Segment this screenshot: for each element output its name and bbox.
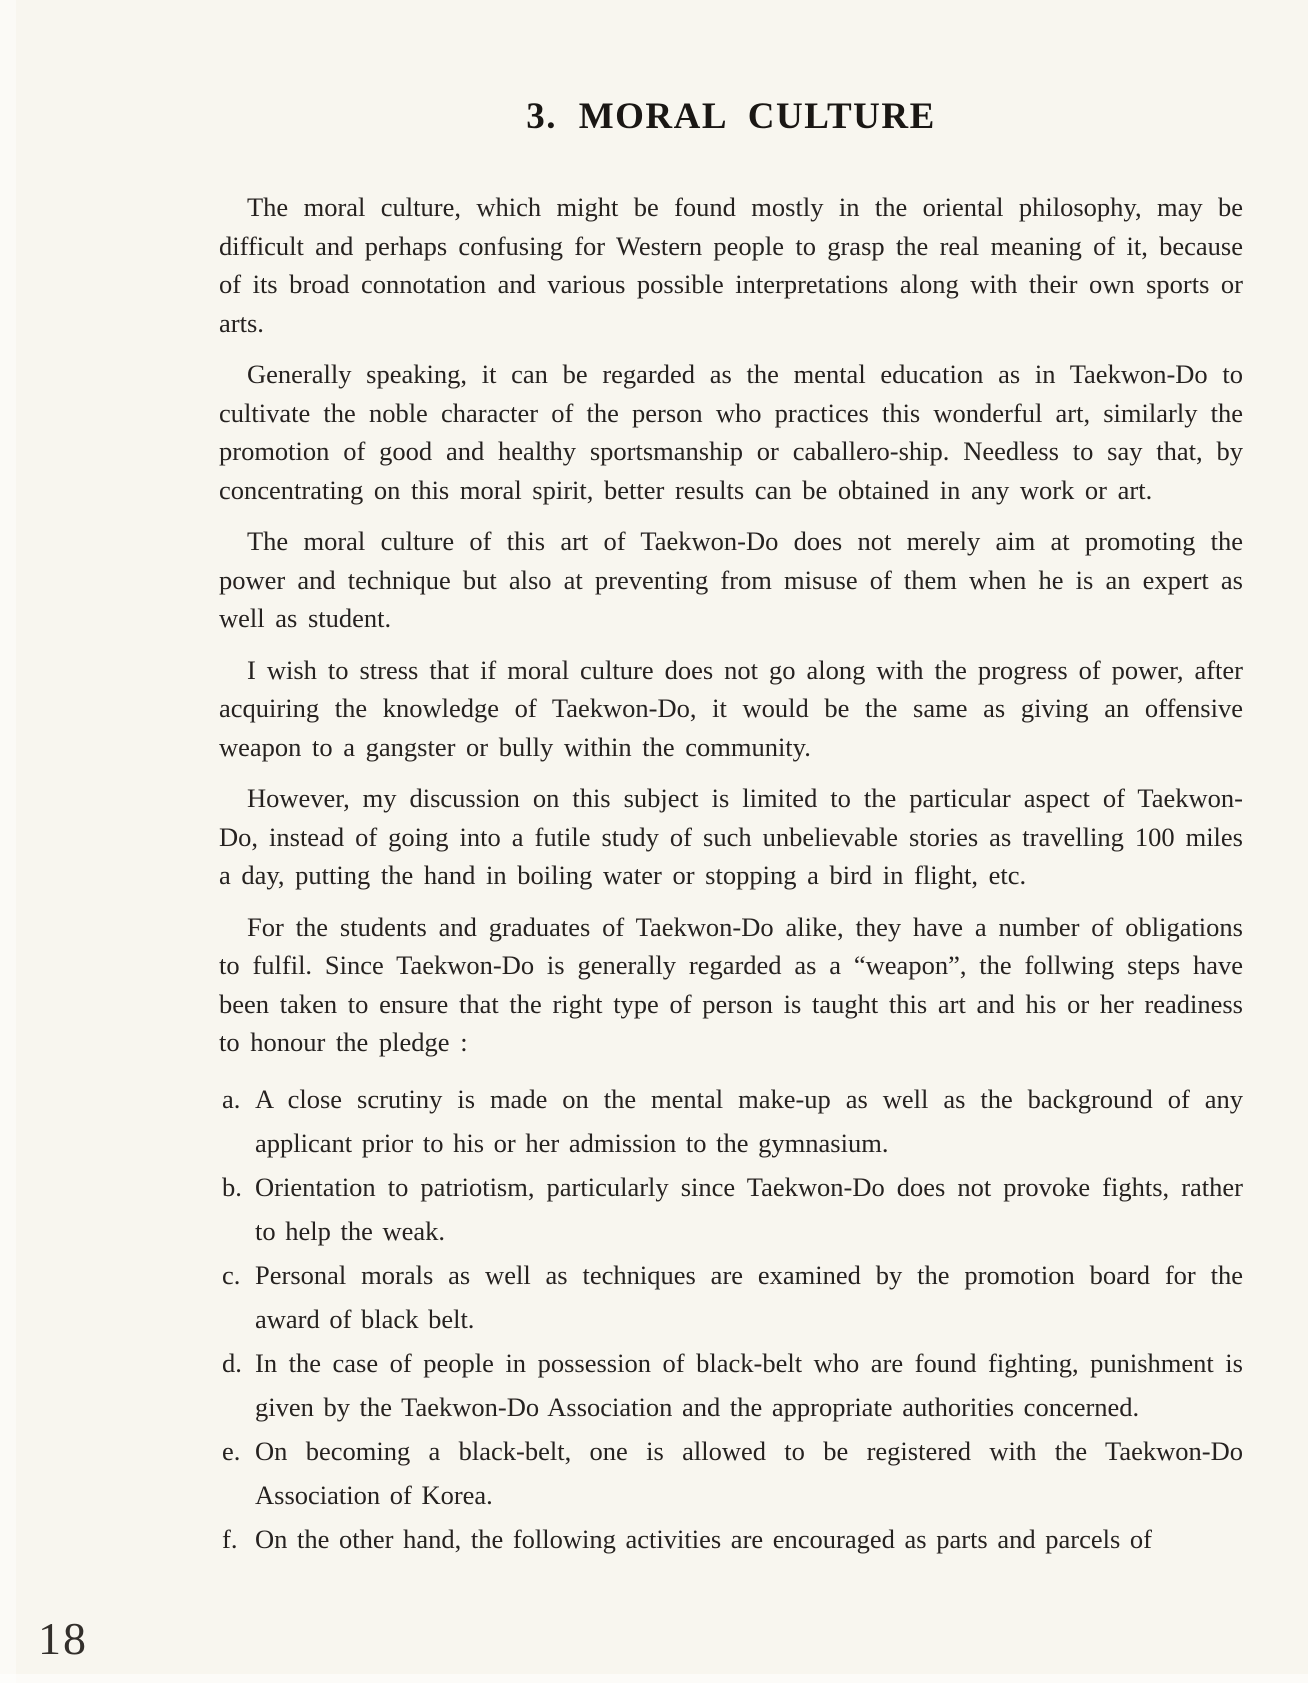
list-item-text: In the case of people in possession of black-belt who are found fighting, punishment is given by the Taekwon-Do Association and the appropriate authorities concerned.	[255, 1347, 1243, 1422]
list-item-b	[222, 1165, 1243, 1253]
obligations-list	[219, 1077, 1243, 1561]
list-item-e	[222, 1429, 1243, 1517]
list-marker: a.	[222, 1083, 241, 1114]
paragraph-moral-culture-intro: The moral culture, which might be found mostly in the oriental philosophy, may be difficult and perhaps confusing for Western people to grasp the real meaning of it, because of its broad connotation and various possible interpretations along with their own sports or arts.	[219, 192, 1243, 338]
paragraph-aim-of-moral-culture: The moral culture of this art of Taekwon-Do does not merely aim at promoting the power and technique but also at preventing from misuse of them when he is an expert as well as student.	[219, 526, 1243, 633]
list-item-text: On the other hand, the following activities are encouraged as parts and parcels of	[255, 1523, 1152, 1554]
list-marker: b.	[222, 1171, 242, 1202]
list-marker: c.	[222, 1259, 241, 1290]
paragraph-however-discussion: However, my discussion on this subject is limited to the particular aspect of Taekwon-Do, instead of going into a futile study of such unbelievable stories as travelling 100 miles a day, putting the hand in boiling water or stopping a bird in flight, etc.	[219, 783, 1243, 890]
list-item-text: On becoming a black-belt, one is allowed to be registered with the Taekwon-Do Association of Korea.	[255, 1435, 1243, 1510]
paragraph-wish-to-stress: I wish to stress that if moral culture does not go along with the progress of power, after acquiring the knowledge of Taekwon-Do, it would be the same as giving an offensive weapon to a gangster or bully within the community.	[219, 654, 1243, 762]
list-marker: e.	[222, 1435, 241, 1466]
list-item-c	[222, 1253, 1243, 1341]
paragraph-generally-speaking: Generally speaking, it can be regarded as the mental education as in Taekwon-Do to cultivate the noble character of the person who practices this wonderful art, similarly the promotion of good and healthy sportsmanship or caballero-ship. Needless to say that, by concentrating on this moral spirit, better results can be obtained in any work or art.	[219, 359, 1243, 505]
list-item-text: Orientation to patriotism, particularly since Taekwon-Do does not provoke fights, rather to help the weak.	[255, 1171, 1243, 1246]
paragraph-students-obligations: For the students and graduates of Taekwon-Do alike, they have a number of obligations to fulfil. Since Taekwon-Do is generally regarded as a “weapon”, the follwing steps have been taken to ensure that the right type of person is taught this art and his or her readiness to honour the pledge :	[219, 911, 1243, 1057]
list-item-d	[222, 1341, 1243, 1429]
list-item-f	[222, 1517, 1243, 1561]
list-item-a	[222, 1077, 1243, 1165]
list-item-text: A close scrutiny is made on the mental make-up as well as the background of any applicant prior to his or her admission to the gymnasium.	[255, 1083, 1243, 1158]
page-title: 3. MORAL CULTURE	[526, 96, 936, 137]
list-marker: d.	[222, 1347, 242, 1378]
list-item-text: Personal morals as well as techniques are examined by the promotion board for the award of black belt.	[255, 1259, 1243, 1334]
page-content	[219, 0, 1243, 1561]
page-number: 18	[38, 1613, 88, 1664]
list-marker: f.	[222, 1523, 238, 1554]
